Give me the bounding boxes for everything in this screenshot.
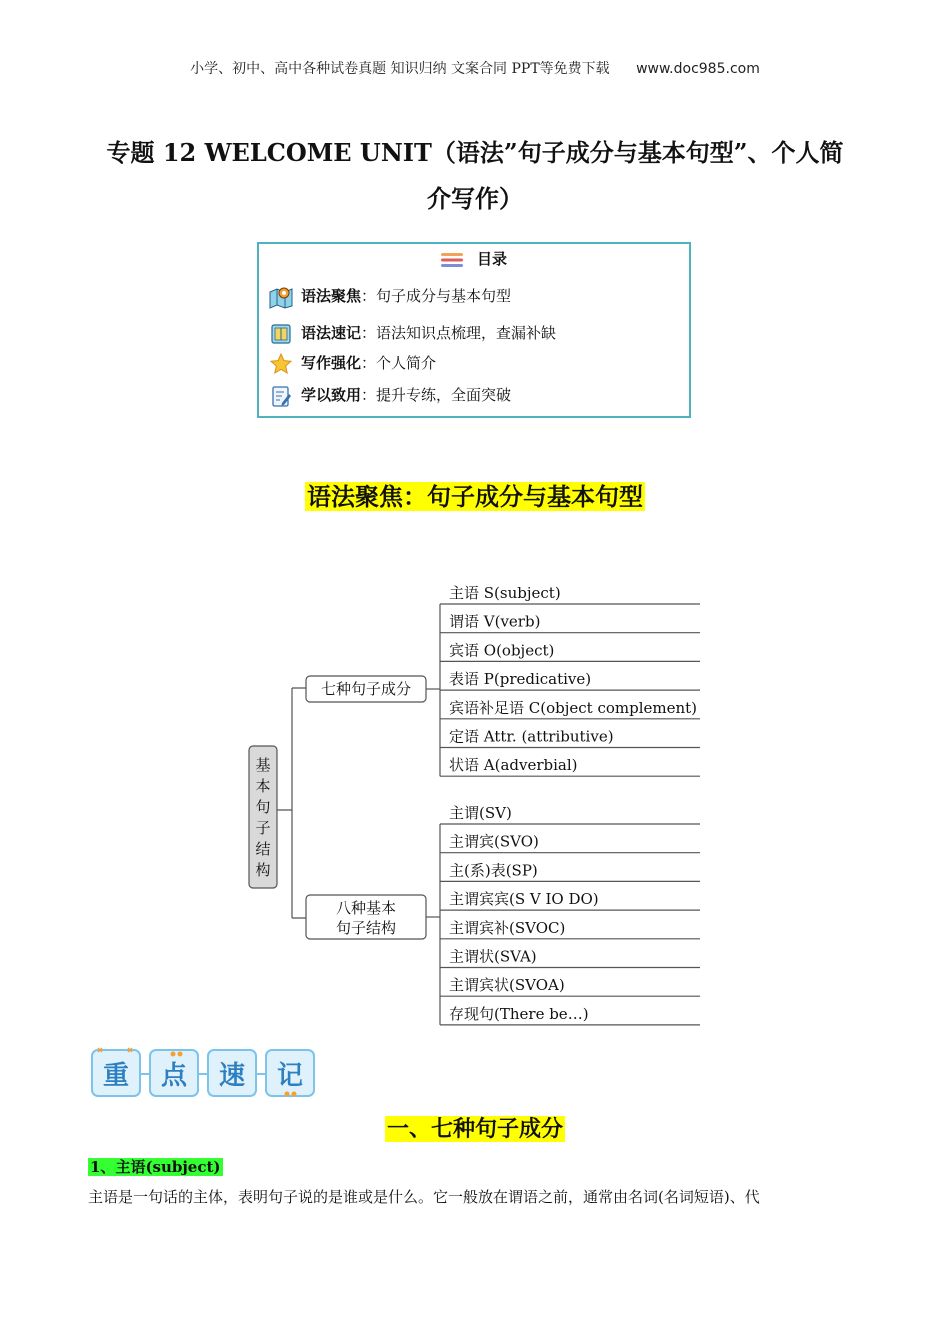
key-points-badge (90, 1046, 320, 1100)
badge-char: 点 (160, 1061, 188, 1091)
mindmap-component-item: 宾语 O(object) (449, 641, 555, 660)
title-line-2: 介写作） (427, 184, 523, 213)
paragraph-subject-definition: 主语是一句话的主体，表明句子说的是谁或是什么。它一般放在谓语之前，通常由名词(名词短语)、代 (88, 1188, 760, 1206)
title-line-1: 专题 12 WELCOME UNIT（语法”句子成分与基本句型”、个人简 (106, 138, 844, 167)
toc-label: 写作强化 (301, 354, 362, 372)
mindmap-structure-item: 主谓宾(SVO) (449, 832, 539, 851)
mindmap-component-item: 宾语补足语 C(object complement) (449, 698, 698, 717)
mindmap-component-item: 定语 Attr. (attributive) (449, 727, 614, 746)
table-of-contents (257, 242, 691, 418)
mindmap-structure-item: 主谓状(SVA) (449, 947, 537, 966)
toc-label: 语法速记 (301, 324, 362, 342)
mindmap-structure-item: 存现句(There be…) (449, 1004, 589, 1023)
mindmap-component-item: 状语 A(adverbial) (449, 756, 578, 775)
document-title (70, 130, 880, 222)
mindmap-structure-item: 主谓宾补(SVOC) (449, 918, 566, 937)
mindmap-structure-item: 主谓(SV) (449, 804, 512, 822)
section-heading-seven-components: 一、七种句子成分 (386, 1116, 563, 1142)
toc-heading (259, 248, 689, 269)
list-icon (441, 253, 463, 267)
mindmap-structure-item: 主谓宾状(SVOA) (449, 976, 565, 995)
toc-item-grammar-focus[interactable]: 语法聚焦：句子成分与基本句型 (269, 283, 511, 309)
mindmap-branch-label-line1: 八种基本 (335, 899, 397, 917)
mindmap-branch-label: 七种句子成分 (320, 680, 412, 698)
header-text: 小学、初中、高中各种试卷真题 知识归纳 文案合同 PPT等免费下载 (190, 61, 610, 77)
notepad-icon (269, 384, 293, 408)
mindmap-component-item: 表语 P(predicative) (449, 670, 592, 689)
mindmap-structure-item: 主(系)表(SP) (449, 861, 538, 880)
map-pin-icon (269, 285, 293, 309)
toc-desc: 句子成分与基本句型 (376, 287, 512, 305)
section-heading-grammar-focus: 语法聚焦：句子成分与基本句型 (307, 482, 643, 511)
toc-desc: 提升专练，全面突破 (376, 386, 512, 404)
toc-item-practice[interactable]: 学以致用：提升专练，全面突破 (269, 382, 511, 408)
toc-label: 学以致用 (301, 386, 362, 404)
mindmap-structure-item: 主谓宾宾(S V IO DO) (449, 890, 599, 909)
mindmap-branch-label-line2: 句子结构 (335, 919, 397, 937)
toc-desc: 个人简介 (376, 354, 437, 372)
mindmap-root-label: 基本句子结构 (255, 756, 271, 879)
toc-item-writing[interactable]: 写作强化：个人简介 (269, 350, 436, 376)
sentence-structure-mindmap (240, 570, 710, 1030)
book-icon (269, 322, 293, 346)
toc-heading-text: 目录 (476, 250, 507, 268)
badge-char: 记 (276, 1061, 304, 1091)
badge-char: 重 (102, 1061, 130, 1091)
toc-label: 语法聚焦 (301, 287, 362, 305)
toc-desc: 语法知识点梳理，查漏补缺 (376, 324, 557, 342)
mindmap-component-item: 谓语 V(verb) (449, 612, 541, 631)
header-site-link[interactable]: www.doc985.com (636, 61, 760, 77)
toc-item-grammar-notes[interactable]: 语法速记：语法知识点梳理，查漏补缺 (269, 320, 556, 346)
page-header (0, 58, 950, 78)
mindmap-component-item: 主语 S(subject) (449, 584, 561, 602)
subsection-subject-heading: 1、主语(subject) (90, 1158, 221, 1176)
badge-char: 速 (218, 1061, 246, 1091)
star-icon (269, 352, 293, 376)
